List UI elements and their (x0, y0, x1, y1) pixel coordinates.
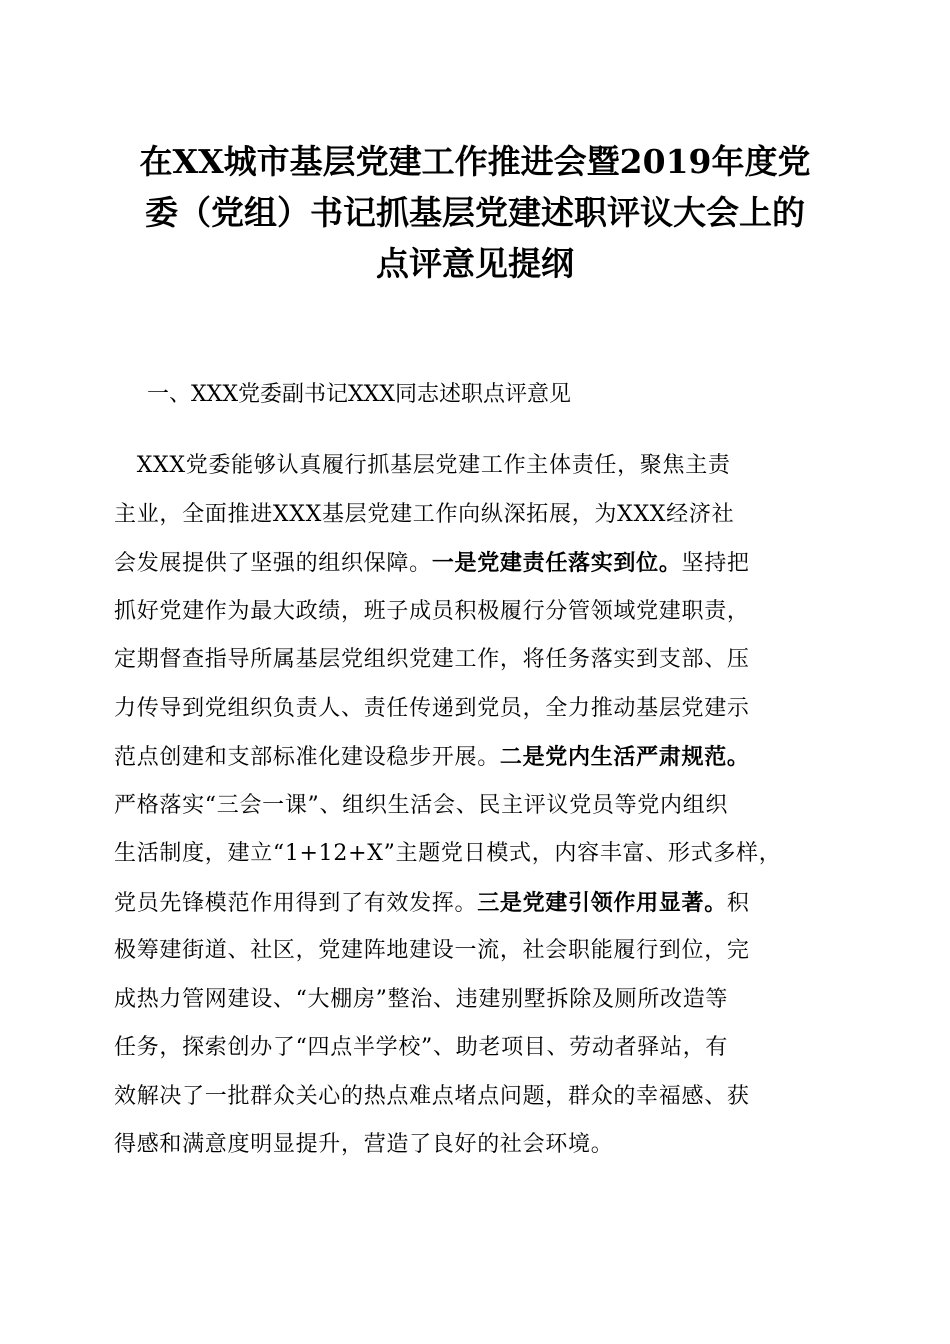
paragraph-line (114, 539, 838, 588)
paragraph-text: 得感和满意度明显提升，营造了良好的社会环境。 (114, 1132, 614, 1157)
paragraph-line (114, 1121, 838, 1170)
paragraph-text: 严格落实“三会一课”、组织生活会、民主评议党员等党内组织 (114, 792, 729, 818)
paragraph-line (114, 782, 838, 831)
title-line-2: 委（党组）书记抓基层党建述职评议大会上的 (145, 193, 805, 232)
emphasis-text: 二是党内生活严肃规范。 (499, 744, 750, 770)
paragraph-text: 范点创建和支部标准化建设稳步开展。 (114, 745, 500, 770)
paragraph-line (114, 685, 838, 734)
title-line-3: 点评意见提纲 (376, 244, 574, 283)
paragraph-line (114, 442, 838, 491)
title-line-1: 在XX城市基层党建工作推进会暨2019年度党 (139, 142, 811, 181)
paragraph-text: 生活制度，建立“1+12+X”主题党日模式，内容丰富、形式多样， (114, 841, 782, 866)
paragraph-text: 力传导到党组织负责人、责任传递到党员，全力推动基层党建示 (114, 695, 750, 721)
document-title (100, 136, 850, 289)
paragraph-line (114, 927, 838, 976)
paragraph-line (114, 491, 838, 540)
paragraph-line (114, 879, 838, 928)
emphasis-text: 三是党建引领作用显著。 (477, 889, 727, 916)
section-heading: 一、XXX党委副书记XXX同志述职点评意见 (147, 382, 571, 407)
paragraph-text: 会发展提供了坚强的组织保障。 (114, 551, 432, 576)
paragraph-text: 成热力管网建设、“大棚房”整治、违建别墅拆除及厕所改造等 (114, 986, 729, 1012)
paragraph-line (114, 1073, 838, 1122)
emphasis-text: 一是党建责任落实到位。 (431, 550, 682, 576)
paragraph-text: 任务，探索创办了“四点半学校”、助老项目、劳动者驿站，有 (114, 1035, 729, 1060)
paragraph-text: XXX党委能够认真履行抓基层党建工作主体责任，聚焦主责 (114, 453, 731, 478)
paragraph-text: 效解决了一批群众关心的热点难点堵点问题，群众的幸福感、获 (114, 1083, 750, 1109)
paragraph-line (114, 636, 838, 685)
paragraph-line (114, 1024, 838, 1073)
paragraph-line (114, 830, 838, 879)
paragraph-line (114, 588, 838, 637)
paragraph-text: 主业，全面推进XXX基层党建工作向纵深拓展，为XXX经济社 (114, 501, 735, 527)
paragraph-text: 党员先锋模范作用得到了有效发挥。 (114, 890, 478, 916)
paragraph-text: 抓好党建作为最大政绩，班子成员积极履行分管领域党建职责， (114, 598, 750, 624)
paragraph-text: 积 (726, 890, 750, 916)
paragraph-text: 定期督查指导所属基层党组织党建工作，将任务落实到支部、压 (114, 647, 750, 672)
paragraph-line (114, 733, 838, 782)
paragraph-line (114, 976, 838, 1025)
body-paragraph (114, 442, 838, 1170)
paragraph-text: 坚持把 (681, 551, 750, 576)
paragraph-text: 极筹建街道、社区，党建阵地建设一流，社会职能履行到位，完 (114, 938, 750, 963)
